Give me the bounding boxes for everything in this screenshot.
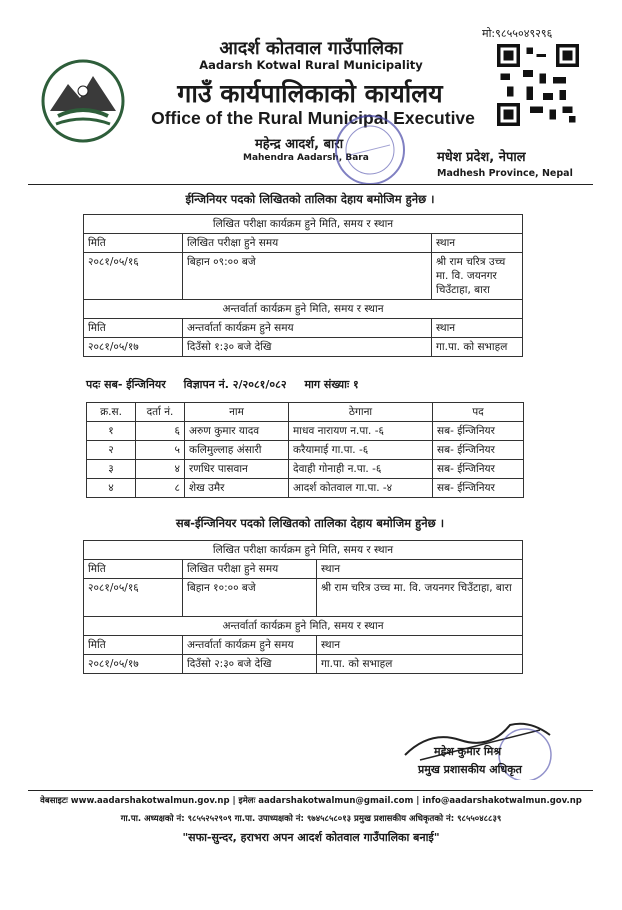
table-row [87,460,524,479]
candidate-post: सब- ईन्जिनियर [433,422,524,441]
written-caption: लिखित परीक्षा कार्यक्रम हुने मिति, समय र स्थान [84,215,523,234]
footer-phones: गा.पा. अध्यक्षको नं: ९८५५२५२९०९ गा.पा. उपाध्यक्षको नं: ९७४५८५८०१३ प्रमुख प्रशासकीय अधिकृतको नं: ९८५५०४८८३९ [120,814,502,824]
col-date: मिति [84,234,183,253]
sub-engineer-schedule-title: सब-ईन्जिनियर पदको लिखितको तालिका देहाय बमोजिम हुनेछ । [175,516,445,530]
post-info-line [86,377,373,392]
advertisement-number: विज्ञापन नं. २/२०८१/०८२ [183,378,287,391]
candidate-address: करैयामाई गा.पा. -६ [289,441,433,460]
written-time: बिहान ०९:०० बजे [183,253,432,300]
post-name: पदः सब- ईन्जिनियर [86,378,166,391]
col-name: नाम [185,403,289,422]
col-post: पद [433,403,524,422]
candidate-address: देवाही गोनाही न.पा. -६ [289,460,433,479]
interview-date: २०८१/०५/१७ [84,655,183,674]
reg-no: ६ [136,422,185,441]
reg-no: ४ [136,460,185,479]
table-row [87,441,524,460]
col-date: मिति [84,636,183,655]
interview-time: दिउँसो १:३० बजे देखि [183,338,432,357]
written-date: २०८१/०५/१६ [84,253,183,300]
table-row [87,479,524,498]
candidate-post: सब- ईन्जिनियर [433,441,524,460]
footer-slogan: "सफा-सुन्दर, हराभरा अपन आदर्श कोतवाल गाउँपालिका बनाई" [182,831,440,844]
col-place: स्थान [317,560,523,579]
reg-no: ८ [136,479,185,498]
col-serial: क्र.स. [87,403,136,422]
reg-no: ५ [136,441,185,460]
province-np: मधेश प्रदेश, नेपाल [437,150,526,165]
municipality-name-en: Aadarsh Kotwal Rural Municipality [199,58,423,72]
municipality-name-np: आदर्श कोतवाल गाउँपालिका [219,38,403,59]
candidate-post: सब- ईन्जिनियर [433,460,524,479]
office-name-np: गाउँ कार्यपालिकाको कार्यालय [177,79,443,108]
interview-date: २०८१/०५/१७ [84,338,183,357]
written-time: बिहान १०:०० बजे [183,579,317,617]
candidate-name: अरुण कुमार यादव [185,422,289,441]
written-caption: लिखित परीक्षा कार्यक्रम हुने मिति, समय र स्थान [84,541,523,560]
col-time: लिखित परीक्षा हुने समय [183,234,432,253]
office-name-en: Office of the Rural Municipal Executive [151,108,475,128]
interview-place: गा.पा. को सभाहल [432,338,523,357]
interview-place: गा.पा. को सभाहल [317,655,523,674]
header-divider [28,184,593,185]
written-place: श्री राम चरित्र उच्च मा. वि. जयनगर चिउँटाहा, बारा [317,579,523,617]
col-date: मिति [84,560,183,579]
candidate-table [86,402,524,498]
candidate-address: आदर्श कोतवाल गा.पा. -४ [289,479,433,498]
written-date: २०८१/०५/१६ [84,579,183,617]
signatory-name: महेश कुमार मिश्र [434,745,502,758]
candidate-name: रणधिर पासवान [185,460,289,479]
candidate-post: सब- ईन्जिनियर [433,479,524,498]
interview-caption: अन्तर्वार्ता कार्यक्रम हुने मिति, समय र स्थान [84,617,523,636]
table-row [87,422,524,441]
demand-count: माग संख्याः १ [304,378,359,391]
province-en: Madhesh Province, Nepal [437,168,573,179]
signatory-designation: प्रमुख प्रशासकीय अधिकृत [418,763,522,776]
col-date: मिति [84,319,183,338]
col-place: स्थान [432,234,523,253]
footer-divider [28,790,593,791]
col-address: ठेगाना [289,403,433,422]
candidate-name: कलिमुल्लाह अंसारी [185,441,289,460]
interview-time: दिउँसो २:३० बजे देखि [183,655,317,674]
col-place: स्थान [432,319,523,338]
address-np: महेन्द्र आदर्श, बारा [255,137,344,152]
interview-caption: अन्तर्वार्ता कार्यक्रम हुने मिति, समय र स्थान [84,300,523,319]
engineer-written-table [83,214,523,357]
official-stamp [330,110,410,190]
col-time: अन्तर्वार्ता कार्यक्रम हुने समय [183,319,432,338]
serial: १ [87,422,136,441]
col-time: अन्तर्वार्ता कार्यक्रम हुने समय [183,636,317,655]
address-en: Mahendra Aadarsh, Bara [243,153,369,163]
candidate-name: शेख उमैर [185,479,289,498]
col-reg-no: दर्ता नं. [136,403,185,422]
col-time: लिखित परीक्षा हुने समय [183,560,317,579]
col-place: स्थान [317,636,523,655]
serial: २ [87,441,136,460]
sub-engineer-written-table [83,540,523,674]
footer-contact: वेबसाइटः www.aadarshakotwalmun.gov.np | इमेलः aadarshakotwalmun@gmail.com | info@aadarshakotwalmun.gov.np [40,796,582,806]
written-place: श्री राम चरित्र उच्च मा. वि. जयनगर चिउँटाहा, बारा [432,253,523,300]
engineer-schedule-title: ईन्जिनियर पदको लिखितको तालिका देहाय बमोजिम हुनेछ । [185,192,435,206]
candidate-address: माधव नारायण न.पा. -६ [289,422,433,441]
serial: ३ [87,460,136,479]
serial: ४ [87,479,136,498]
qr-code [497,44,579,126]
phone-number: मो:९८५५०४९२९६ [482,27,553,40]
